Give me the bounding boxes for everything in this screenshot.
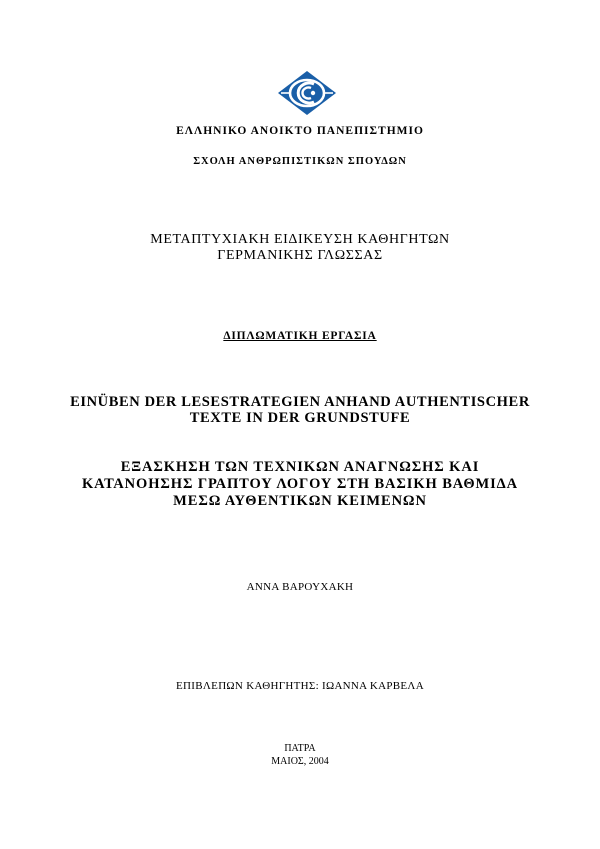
thesis-type-heading: ΔΙΠΛΩΜΑΤΙΚΗ ΕΡΓΑΣΙΑ bbox=[223, 330, 377, 342]
thesis-title-greek-line-1: ΕΞΑΣΚΗΣΗ ΤΩΝ ΤΕΧΝΙΚΩΝ ΑΝΑΓΝΩΣΗΣ ΚΑΙ bbox=[120, 459, 480, 475]
university-name: ΕΛΛΗΝΙΚΟ ΑΝΟΙΚΤΟ ΠΑΝΕΠΙΣΤΗΜΙΟ bbox=[176, 125, 424, 137]
program-title bbox=[0, 232, 600, 264]
thesis-title-greek-line-3: ΜΕΣΩ ΑΥΘΕΝΤΙΚΩΝ ΚΕΙΜΕΝΩΝ bbox=[173, 493, 427, 509]
author-name: ΑΝΝΑ ΒΑΡΟΥΧΑΚΗ bbox=[246, 581, 354, 593]
thesis-title-german bbox=[0, 394, 600, 426]
place: ΠΑΤΡΑ bbox=[284, 743, 316, 754]
date: ΜΑΙΟΣ, 2004 bbox=[271, 756, 329, 767]
thesis-title-greek bbox=[0, 459, 600, 510]
thesis-title-german-line-2: TEXTE IN DER GRUNDSTUFE bbox=[189, 410, 411, 426]
supervisor-line: ΕΠΙΒΛΕΠΩΝ ΚΑΘΗΓΗΤΗΣ: ΙΩΑΝΝΑ ΚΑΡΒΕΛΑ bbox=[176, 680, 424, 692]
program-title-line-1: ΜΕΤΑΠΤΥΧΙΑΚΗ ΕΙΔΙΚΕΥΣΗ ΚΑΘΗΓΗΤΩΝ bbox=[150, 232, 450, 247]
thesis-title-german-line-1: EINÜBEN DER LESESTRATEGIEN ANHAND AUTHENTISCHER bbox=[70, 394, 530, 410]
university-logo-icon bbox=[277, 70, 337, 116]
school-name: ΣΧΟΛΗ ΑΝΘΡΩΠΙΣΤΙΚΩΝ ΣΠΟΥΔΩΝ bbox=[193, 156, 407, 167]
thesis-title-greek-line-2: ΚΑΤΑΝΟΗΣΗΣ ΓΡΑΠΤΟΥ ΛΟΓΟΥ ΣΤΗ ΒΑΣΙΚΗ ΒΑΘΜΙΔΑ bbox=[81, 476, 518, 492]
program-title-line-2: ΓΕΡΜΑΝΙΚΗΣ ΓΛΩΣΣΑΣ bbox=[217, 248, 383, 263]
